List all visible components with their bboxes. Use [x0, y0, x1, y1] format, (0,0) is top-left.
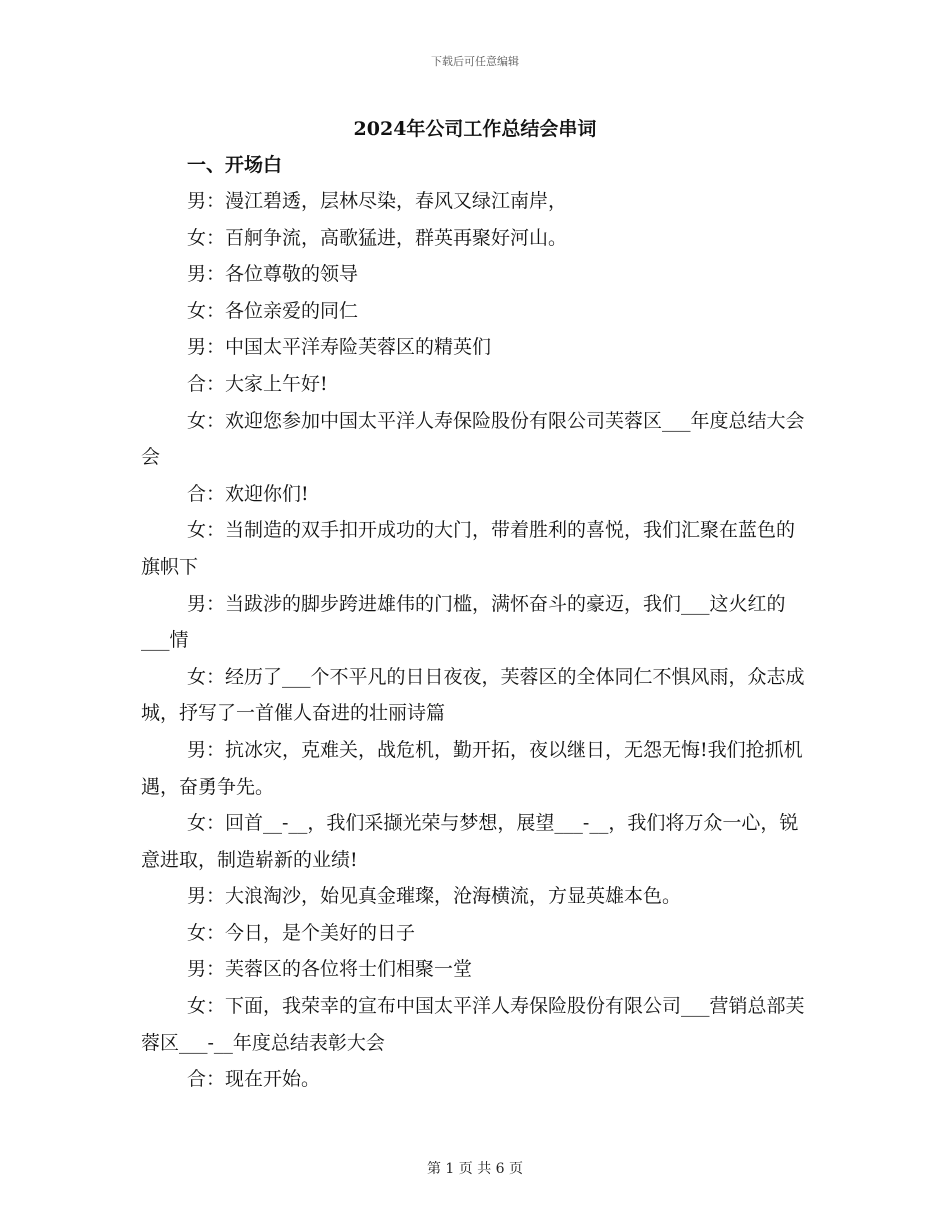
paragraph: 男：漫江碧透，层林尽染，春风又绿江南岸， [187, 190, 568, 212]
paragraph: 男：中国太平洋寿险芙蓉区的精英们 [187, 336, 492, 359]
page-header: 下载后可任意编辑 [431, 55, 519, 68]
paragraph: 女：各位亲爱的同仁 [187, 299, 359, 322]
paragraph: 男：芙蓉区的各位将士们相聚一堂 [187, 958, 473, 981]
paragraph: 女：当制造的双手扣开成功的大门，带着胜利的喜悦，我们汇聚在蓝色的旗帜下 [141, 519, 796, 578]
document-title: 2024年公司工作总结会串词 [353, 118, 597, 140]
paragraph: 女：下面，我荣幸的宣布中国太平洋人寿保险股份有限公司___营销总部芙蓉区___-__年度总结表彰大会 [141, 995, 805, 1054]
paragraph: 男：当跋涉的脚步跨进雄伟的门槛，满怀奋斗的豪迈，我们___这火红的___情 [141, 592, 786, 652]
paragraph: 合：现在开始。 [187, 1068, 321, 1091]
paragraph: 男：抗冰灾，克难关，战危机，勤开拓，夜以继日，无怨无悔!我们抢抓机遇，奋勇争先。 [141, 738, 803, 798]
document-body [141, 183, 811, 1098]
paragraph: 合：大家上午好! [187, 372, 328, 395]
page-number: 第 1 页 共 6 页 [426, 1161, 524, 1177]
paragraph: 女：今日，是个美好的日子 [187, 921, 416, 944]
paragraph: 女：百舸争流，高歌猛进，群英再聚好河山。 [187, 226, 568, 249]
paragraph: 女：欢迎您参加中国太平洋人寿保险股份有限公司芙蓉区___年度总结大会会 [141, 409, 805, 469]
paragraph: 男：大浪淘沙，始见真金璀璨，沧海横流，方显英雄本色。 [187, 885, 682, 908]
section-heading: 一、开场白 [187, 154, 283, 176]
paragraph: 合：欢迎你们! [187, 482, 309, 505]
paragraph: 女：经历了___个不平凡的日日夜夜，芙蓉区的全体同仁不惧风雨，众志成城，抒写了一首催人奋进的壮丽诗篇 [141, 665, 805, 725]
paragraph: 女：回首__-__，我们采撷光荣与梦想，展望___-__，我们将万众一心，锐意进取，制造崭新的业绩! [141, 812, 799, 871]
paragraph: 男：各位尊敬的领导 [187, 263, 359, 286]
